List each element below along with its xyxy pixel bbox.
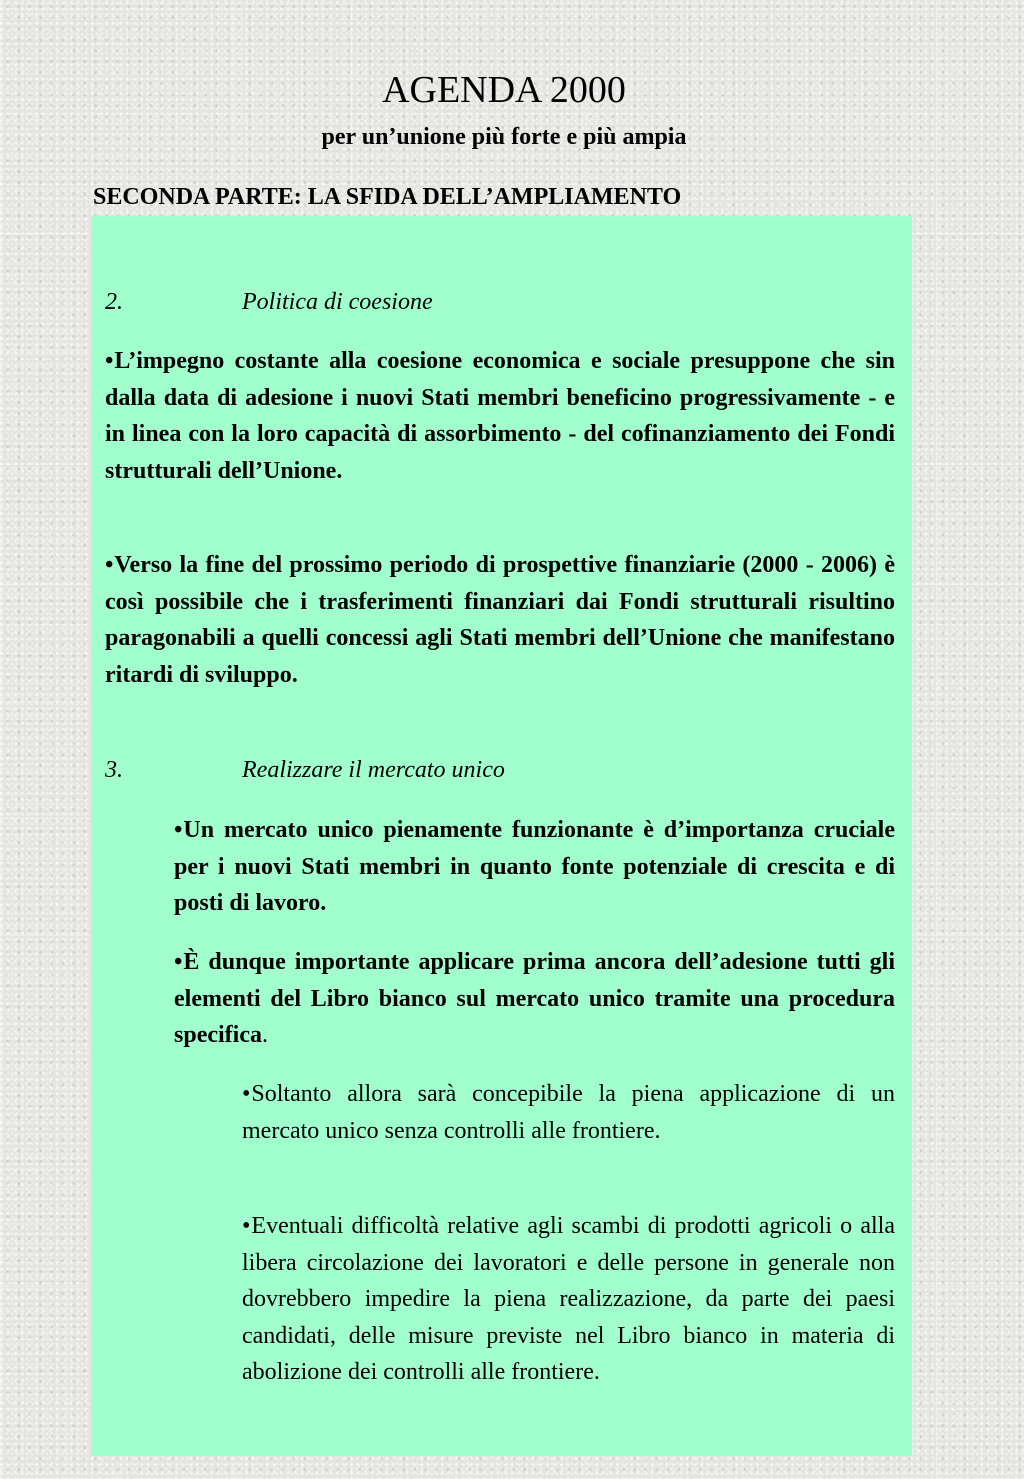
section-2-title: Politica di coesione <box>242 289 433 315</box>
paragraph-financial-transfers <box>105 547 895 693</box>
paragraph-text: Un mercato unico pienamente funzionante è d’importanza cruciale per i nuovi Stati membri in quanto fonte potenziale di crescita e di posti di lavoro. <box>174 817 895 916</box>
paragraph-text: L’impegno costante alla coesione economica e sociale presuppone che sin dalla data di adesione i nuovi Stati membri beneficino progressivamente - e in linea con la loro capacità di assorbimento - del cofinanziamento dei Fondi strutturali dell’Unione. <box>105 348 895 484</box>
paragraph-period: . <box>261 1022 268 1048</box>
bullet-icon: • <box>105 552 114 578</box>
subparagraph-border-controls <box>242 1076 895 1149</box>
section-2-number: 2. <box>105 289 123 315</box>
page-title: AGENDA 2000 <box>382 69 626 111</box>
bullet-icon: • <box>242 1081 251 1107</box>
bullet-icon: • <box>105 348 114 374</box>
page-subtitle: per un’unione più forte e più ampia <box>321 124 687 150</box>
paragraph-white-paper <box>174 944 895 1054</box>
paragraph-text: Soltanto allora sarà concepibile la piena applicazione di un mercato unico senza controlli alle frontiere. <box>242 1081 895 1144</box>
content-panel <box>91 216 912 1456</box>
section-3-heading <box>105 752 895 788</box>
paragraph-cohesion-commitment <box>105 343 895 489</box>
paragraph-single-market <box>174 812 895 922</box>
section-heading: SECONDA PARTE: LA SFIDA DELL’AMPLIAMENTO <box>93 184 682 210</box>
section-2-heading <box>105 284 895 320</box>
bullet-icon: • <box>174 949 183 975</box>
paragraph-text: È dunque importante applicare prima ancora dell’adesione tutti gli elementi del Libro bianco sul mercato unico tramite una procedura specifica <box>174 949 895 1048</box>
bullet-icon: • <box>242 1213 251 1239</box>
bullet-icon: • <box>174 817 183 843</box>
section-3-number: 3. <box>105 757 123 783</box>
section-3-title: Realizzare il mercato unico <box>242 757 505 783</box>
paragraph-text: Eventuali difficoltà relative agli scambi di prodotti agricoli o alla libera circolazione dei lavoratori e delle persone in generale non dovrebbero impedire la piena realizzazione, da parte dei paesi candidati, delle misure previste nel Libro bianco in materia di abolizione dei controlli alle frontiere. <box>242 1213 895 1385</box>
paragraph-text: Verso la fine del prossimo periodo di prospettive finanziarie (2000 - 2006) è così possibile che i trasferimenti finanziari dai Fondi strutturali risultino paragonabili a quelli concessi agli Stati membri dell’Unione che manifestano ritardi di sviluppo. <box>105 552 895 688</box>
subparagraph-difficulties <box>242 1208 895 1391</box>
